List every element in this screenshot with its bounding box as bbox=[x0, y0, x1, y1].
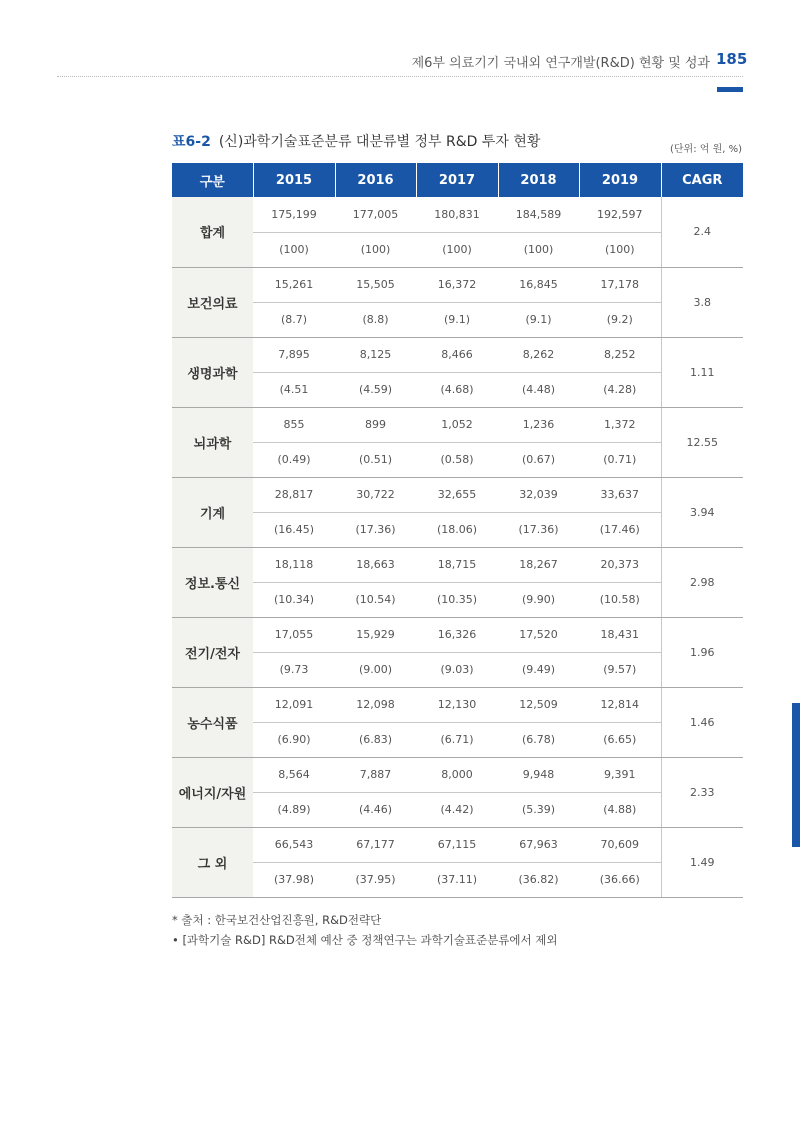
column-header: 구분 bbox=[172, 163, 253, 197]
value-cell: 7,887 bbox=[335, 757, 416, 792]
value-cell: 33,637 bbox=[579, 477, 661, 512]
share-cell: (16.45) bbox=[253, 512, 335, 547]
cagr-cell: 1.96 bbox=[661, 617, 743, 687]
value-cell: 18,118 bbox=[253, 547, 335, 582]
table-row bbox=[172, 862, 743, 897]
value-cell: 18,267 bbox=[498, 547, 579, 582]
table-row bbox=[172, 337, 743, 372]
row-category: 생명과학 bbox=[172, 337, 253, 407]
table-row bbox=[172, 267, 743, 302]
value-cell: 8,262 bbox=[498, 337, 579, 372]
share-cell: (9.2) bbox=[579, 302, 661, 337]
share-cell: (37.11) bbox=[416, 862, 498, 897]
share-cell: (6.78) bbox=[498, 722, 579, 757]
value-cell: 1,236 bbox=[498, 407, 579, 442]
share-cell: (9.90) bbox=[498, 582, 579, 617]
column-header: CAGR bbox=[661, 163, 743, 197]
value-cell: 7,895 bbox=[253, 337, 335, 372]
share-cell: (9.03) bbox=[416, 652, 498, 687]
value-cell: 18,715 bbox=[416, 547, 498, 582]
table-row bbox=[172, 302, 743, 337]
share-cell: (10.54) bbox=[335, 582, 416, 617]
column-header: 2018 bbox=[498, 163, 579, 197]
share-cell: (100) bbox=[579, 232, 661, 267]
chapter-side-tab bbox=[792, 703, 800, 847]
value-cell: 16,326 bbox=[416, 617, 498, 652]
running-header: 제6부 의료기기 국내외 연구개발(R&D) 현황 및 성과 bbox=[411, 56, 710, 71]
share-cell: (4.42) bbox=[416, 792, 498, 827]
row-category: 농수식품 bbox=[172, 687, 253, 757]
value-cell: 9,391 bbox=[579, 757, 661, 792]
table-row bbox=[172, 442, 743, 477]
table-row bbox=[172, 652, 743, 687]
table-title-text: (신)과학기술표준분류 대분류별 정부 R&D 투자 현황 bbox=[218, 134, 541, 150]
cagr-cell: 1.49 bbox=[661, 827, 743, 897]
table-title bbox=[172, 131, 540, 151]
row-category: 그 외 bbox=[172, 827, 253, 897]
value-cell: 855 bbox=[253, 407, 335, 442]
share-cell: (9.73 bbox=[253, 652, 335, 687]
source-note: * 출처 : 한국보건산업진흥원, R&D전략단 bbox=[172, 913, 382, 927]
share-cell: (36.66) bbox=[579, 862, 661, 897]
share-cell: (17.36) bbox=[498, 512, 579, 547]
share-cell: (6.90) bbox=[253, 722, 335, 757]
share-cell: (9.49) bbox=[498, 652, 579, 687]
value-cell: 15,505 bbox=[335, 267, 416, 302]
cagr-cell: 1.11 bbox=[661, 337, 743, 407]
value-cell: 15,929 bbox=[335, 617, 416, 652]
value-cell: 66,543 bbox=[253, 827, 335, 862]
value-cell: 184,589 bbox=[498, 197, 579, 232]
share-cell: (10.34) bbox=[253, 582, 335, 617]
share-cell: (4.28) bbox=[579, 372, 661, 407]
share-cell: (0.67) bbox=[498, 442, 579, 477]
table-header-row bbox=[172, 163, 743, 197]
share-cell: (8.8) bbox=[335, 302, 416, 337]
row-category: 뇌과학 bbox=[172, 407, 253, 477]
value-cell: 8,125 bbox=[335, 337, 416, 372]
share-cell: (4.51 bbox=[253, 372, 335, 407]
share-cell: (100) bbox=[498, 232, 579, 267]
investment-table bbox=[172, 163, 743, 898]
share-cell: (37.98) bbox=[253, 862, 335, 897]
value-cell: 67,963 bbox=[498, 827, 579, 862]
value-cell: 28,817 bbox=[253, 477, 335, 512]
page-number: 185 bbox=[716, 50, 748, 68]
share-cell: (4.48) bbox=[498, 372, 579, 407]
table-row bbox=[172, 197, 743, 232]
value-cell: 70,609 bbox=[579, 827, 661, 862]
share-cell: (0.49) bbox=[253, 442, 335, 477]
row-category: 에너지/자원 bbox=[172, 757, 253, 827]
value-cell: 18,431 bbox=[579, 617, 661, 652]
share-cell: (6.71) bbox=[416, 722, 498, 757]
value-cell: 67,115 bbox=[416, 827, 498, 862]
header-accent-bar bbox=[717, 87, 743, 92]
share-cell: (0.51) bbox=[335, 442, 416, 477]
table-row bbox=[172, 477, 743, 512]
value-cell: 67,177 bbox=[335, 827, 416, 862]
value-cell: 15,261 bbox=[253, 267, 335, 302]
column-header: 2016 bbox=[335, 163, 416, 197]
table-row bbox=[172, 757, 743, 792]
cagr-cell: 1.46 bbox=[661, 687, 743, 757]
share-cell: (4.89) bbox=[253, 792, 335, 827]
share-cell: (17.36) bbox=[335, 512, 416, 547]
column-header: 2015 bbox=[253, 163, 335, 197]
cagr-cell: 2.98 bbox=[661, 547, 743, 617]
share-cell: (6.65) bbox=[579, 722, 661, 757]
row-category: 보건의료 bbox=[172, 267, 253, 337]
row-category: 기계 bbox=[172, 477, 253, 547]
share-cell: (9.00) bbox=[335, 652, 416, 687]
table-row bbox=[172, 827, 743, 862]
value-cell: 32,655 bbox=[416, 477, 498, 512]
value-cell: 1,052 bbox=[416, 407, 498, 442]
value-cell: 180,831 bbox=[416, 197, 498, 232]
share-cell: (18.06) bbox=[416, 512, 498, 547]
share-cell: (5.39) bbox=[498, 792, 579, 827]
value-cell: 32,039 bbox=[498, 477, 579, 512]
value-cell: 17,178 bbox=[579, 267, 661, 302]
share-cell: (9.1) bbox=[498, 302, 579, 337]
value-cell: 12,509 bbox=[498, 687, 579, 722]
share-cell: (4.59) bbox=[335, 372, 416, 407]
value-cell: 30,722 bbox=[335, 477, 416, 512]
value-cell: 8,252 bbox=[579, 337, 661, 372]
cagr-cell: 2.33 bbox=[661, 757, 743, 827]
share-cell: (8.7) bbox=[253, 302, 335, 337]
header-divider bbox=[57, 76, 743, 77]
value-cell: 1,372 bbox=[579, 407, 661, 442]
table-row bbox=[172, 722, 743, 757]
row-category: 전기/전자 bbox=[172, 617, 253, 687]
share-cell: (4.88) bbox=[579, 792, 661, 827]
share-cell: (4.46) bbox=[335, 792, 416, 827]
value-cell: 899 bbox=[335, 407, 416, 442]
share-cell: (100) bbox=[416, 232, 498, 267]
table-row bbox=[172, 232, 743, 267]
table-notes bbox=[172, 910, 557, 950]
share-cell: (6.83) bbox=[335, 722, 416, 757]
share-cell: (10.58) bbox=[579, 582, 661, 617]
column-header: 2019 bbox=[579, 163, 661, 197]
column-header: 2017 bbox=[416, 163, 498, 197]
share-cell: (17.46) bbox=[579, 512, 661, 547]
table-row bbox=[172, 407, 743, 442]
value-cell: 8,564 bbox=[253, 757, 335, 792]
table-row bbox=[172, 617, 743, 652]
value-cell: 12,130 bbox=[416, 687, 498, 722]
share-cell: (0.58) bbox=[416, 442, 498, 477]
table-row bbox=[172, 582, 743, 617]
share-cell: (36.82) bbox=[498, 862, 579, 897]
table-row bbox=[172, 372, 743, 407]
row-category: 합계 bbox=[172, 197, 253, 267]
table-unit: (단위: 억 원, %) bbox=[669, 144, 742, 155]
value-cell: 8,466 bbox=[416, 337, 498, 372]
value-cell: 12,098 bbox=[335, 687, 416, 722]
share-cell: (9.1) bbox=[416, 302, 498, 337]
share-cell: (4.68) bbox=[416, 372, 498, 407]
share-cell: (9.57) bbox=[579, 652, 661, 687]
table-row bbox=[172, 792, 743, 827]
share-cell: (37.95) bbox=[335, 862, 416, 897]
table-row bbox=[172, 547, 743, 582]
value-cell: 17,055 bbox=[253, 617, 335, 652]
cagr-cell: 12.55 bbox=[661, 407, 743, 477]
value-cell: 8,000 bbox=[416, 757, 498, 792]
share-cell: (10.35) bbox=[416, 582, 498, 617]
value-cell: 12,091 bbox=[253, 687, 335, 722]
cagr-cell: 2.4 bbox=[661, 197, 743, 267]
value-cell: 175,199 bbox=[253, 197, 335, 232]
exclusion-note: • [과학기술 R&D] R&D전체 예산 중 정책연구는 과학기술표준분류에서 제외 bbox=[172, 933, 558, 947]
value-cell: 20,373 bbox=[579, 547, 661, 582]
share-cell: (0.71) bbox=[579, 442, 661, 477]
value-cell: 16,372 bbox=[416, 267, 498, 302]
row-category: 정보.통신 bbox=[172, 547, 253, 617]
value-cell: 16,845 bbox=[498, 267, 579, 302]
value-cell: 177,005 bbox=[335, 197, 416, 232]
cagr-cell: 3.8 bbox=[661, 267, 743, 337]
share-cell: (100) bbox=[253, 232, 335, 267]
value-cell: 192,597 bbox=[579, 197, 661, 232]
value-cell: 9,948 bbox=[498, 757, 579, 792]
table-row bbox=[172, 687, 743, 722]
table-row bbox=[172, 512, 743, 547]
table-number: 표6-2 bbox=[172, 134, 211, 150]
cagr-cell: 3.94 bbox=[661, 477, 743, 547]
value-cell: 18,663 bbox=[335, 547, 416, 582]
value-cell: 17,520 bbox=[498, 617, 579, 652]
share-cell: (100) bbox=[335, 232, 416, 267]
value-cell: 12,814 bbox=[579, 687, 661, 722]
